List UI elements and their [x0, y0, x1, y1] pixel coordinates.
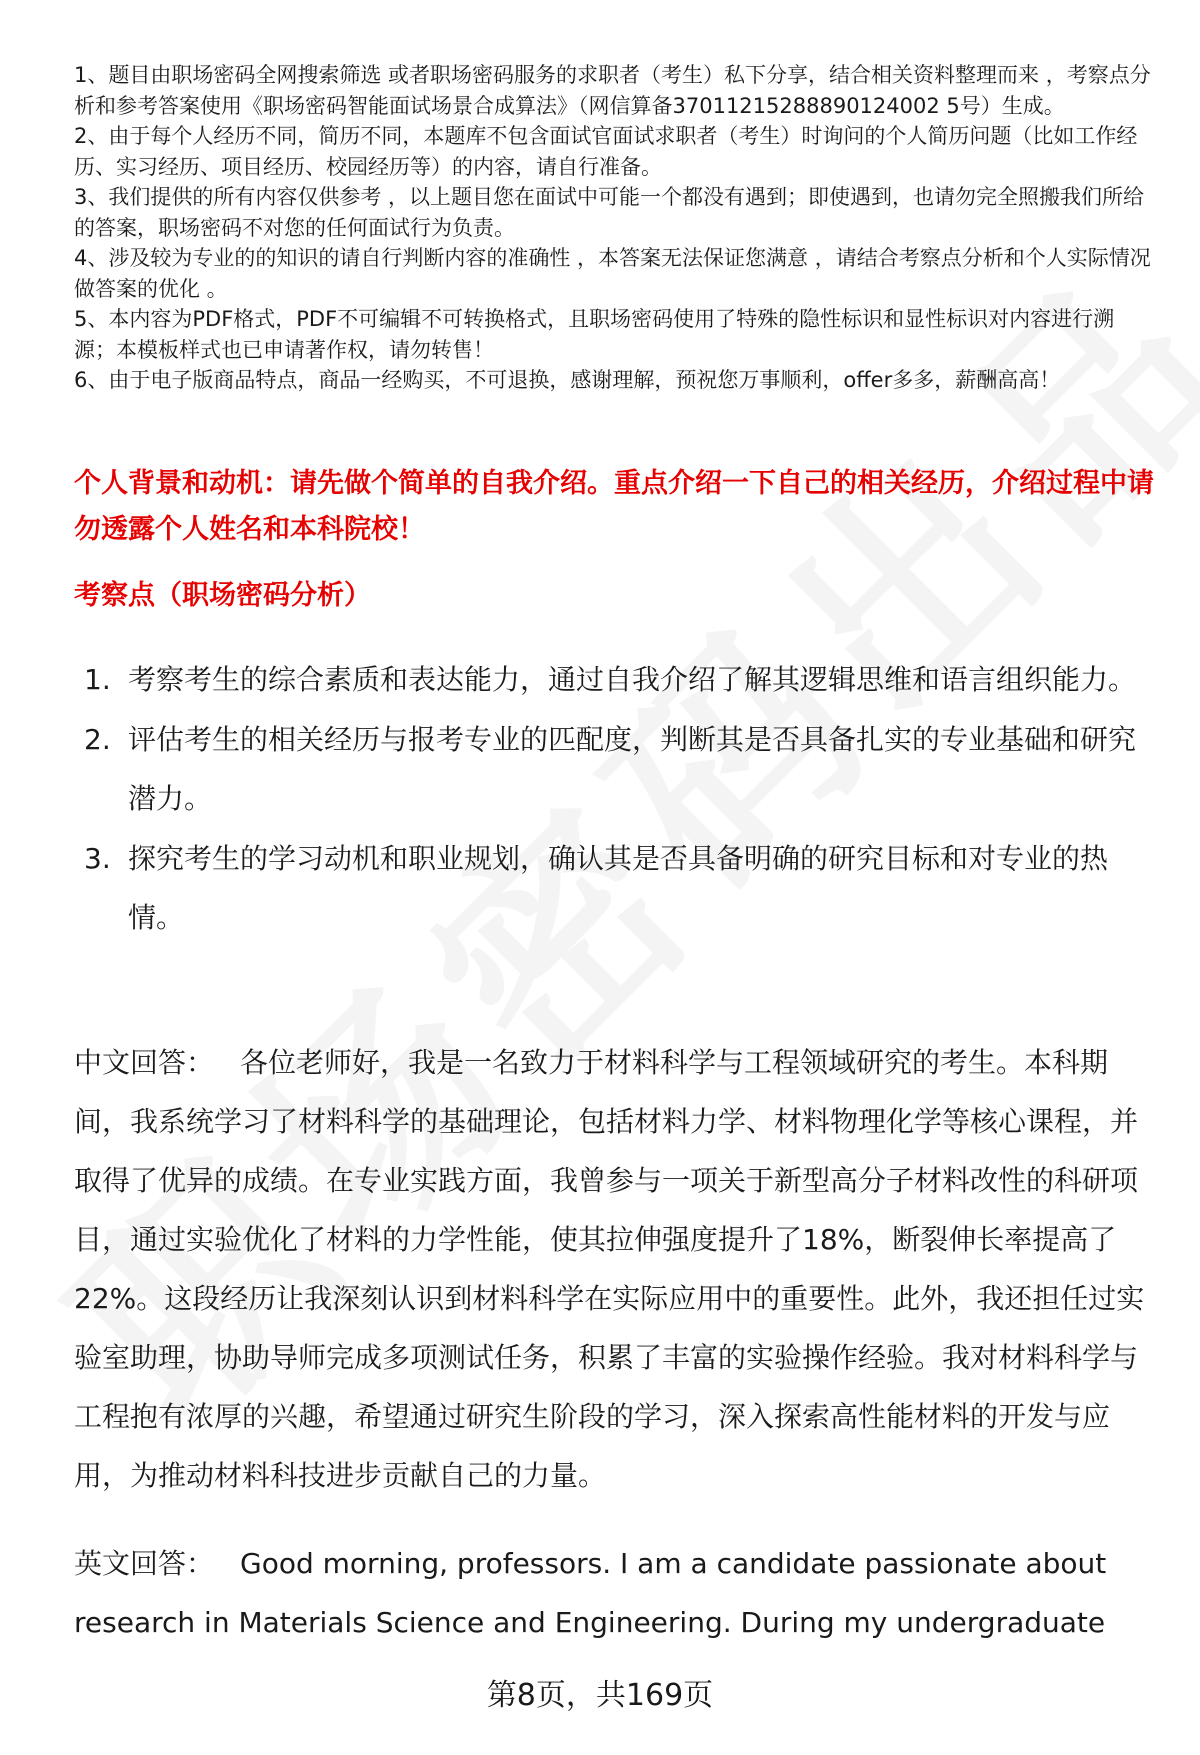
- analysis-point: [84, 650, 1154, 709]
- point-number: 1.: [84, 663, 111, 696]
- notice-item: 4、涉及较为专业的的知识的请自行判断内容的准确性 ，本答案无法保证您满意 ，请结合考察点分析和个人实际情况做答案的优化 。: [74, 246, 1151, 301]
- analysis-point: [84, 710, 1154, 828]
- point-text: 考察考生的综合素质和表达能力，通过自我介绍了解其逻辑思维和语言组织能力。: [128, 663, 1137, 696]
- notice-item: 6、由于电子版商品特点，商品一经购买，不可退换，感谢理解，预祝您万事顺利，offer多多，薪酬高高！: [74, 368, 1061, 392]
- chinese-answer-text: 各位老师好，我是一名致力于材料科学与工程领域研究的考生。本科期间，我系统学习了材料科学的基础理论，包括材料力学、材料物理化学等核心课程，并取得了优异的成绩。在专业实践方面，我曾参与一项关于新型高分子材料改性的科研项目，通过实验优化了材料的力学性能，使其拉伸强度提升了18%，断裂伸长率提高了22%。这段经历让我深刻认识到材料科学在实际应用中的重要性。此外，我还担任过实验室助理，协助导师完成多项测试任务，积累了丰富的实验操作经验。我对材料科学与工程抱有浓厚的兴趣，希望通过研究生阶段的学习，深入探索高性能材料的开发与应用，为推动材料科技进步贡献自己的力量。: [74, 1046, 1145, 1492]
- notice-item: 1、题目由职场密码全网搜索筛选 或者职场密码服务的求职者（考生）私下分享，结合相关资料整理而来 ，考察点分析和参考答案使用《职场密码智能面试场景合成算法》（网信算备37011215288890124002 5号）生成。: [74, 63, 1151, 118]
- point-number: 3.: [84, 842, 111, 875]
- english-answer-label: 英文回答：: [74, 1547, 215, 1580]
- analysis-points-list: [84, 650, 1154, 948]
- point-text: 评估考生的相关经历与报考专业的匹配度，判断其是否具备扎实的专业基础和研究潜力。: [128, 723, 1137, 815]
- question-heading: 个人背景和动机：请先做个简单的自我介绍。重点介绍一下自己的相关经历，介绍过程中请勿透露个人姓名和本科院校！: [74, 468, 1154, 545]
- disclaimer-notices: [74, 60, 1154, 396]
- notice-item: 2、由于每个人经历不同，简历不同，本题库不包含面试官面试求职者（考生）时询问的个人简历问题（比如工作经历、实习经历、项目经历、校园经历等）的内容，请自行准备。: [74, 124, 1138, 179]
- point-text: 探究考生的学习动机和职业规划，确认其是否具备明确的研究目标和对专业的热情。: [128, 842, 1109, 934]
- page-number-footer: 第8页，共169页: [486, 1678, 714, 1713]
- notice-item: 5、本内容为PDF格式，PDF不可编辑不可转换格式，且职场密码使用了特殊的隐性标识和显性标识对内容进行溯源；本模板样式也已申请著作权，请勿转售！: [74, 307, 1115, 362]
- english-answer: [74, 1534, 1154, 1652]
- chinese-answer: [74, 1033, 1154, 1505]
- english-answer-text: Good morning, professors. I am a candidate passionate about research in Materials Science and Engineering. During my undergraduate: [74, 1547, 1107, 1639]
- chinese-answer-label: 中文回答：: [74, 1046, 215, 1079]
- point-number: 2.: [84, 723, 111, 756]
- analysis-heading: 考察点（职场密码分析）: [74, 580, 371, 611]
- analysis-point: [84, 829, 1154, 947]
- notice-item: 3、我们提供的所有内容仅供参考 ，以上题目您在面试中可能一个都没有遇到；即使遇到，也请勿完全照搬我们所给的答案，职场密码不对您的任何面试行为负责。: [74, 185, 1145, 240]
